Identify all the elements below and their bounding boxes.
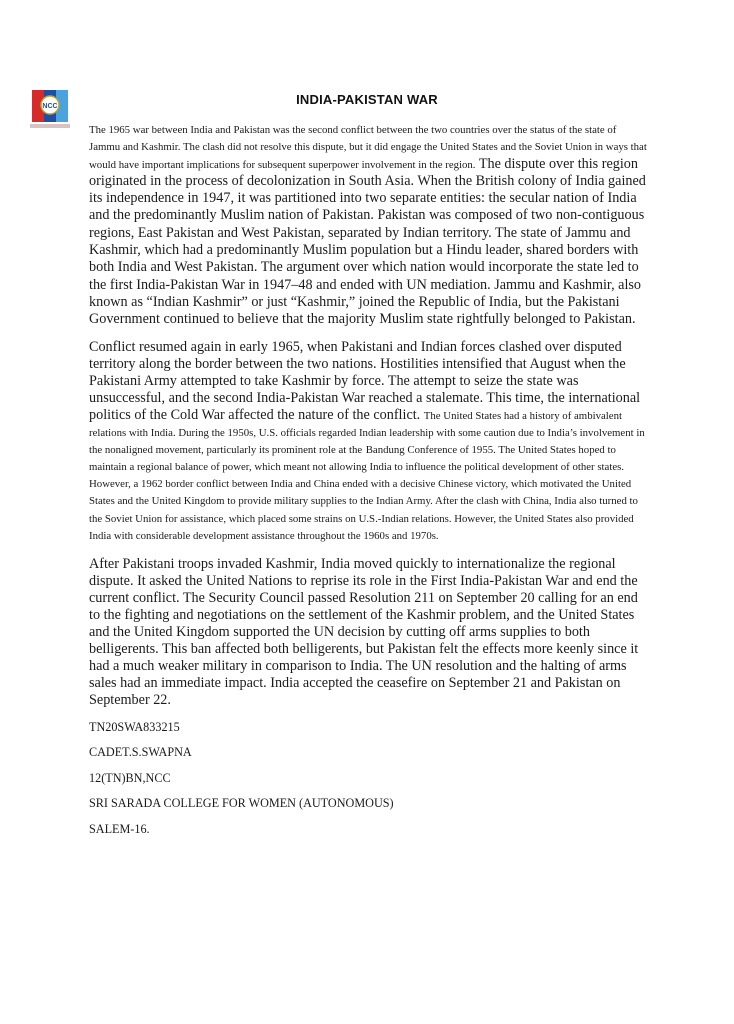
svg-text:NCC: NCC: [42, 103, 58, 110]
signature-block: [89, 720, 649, 837]
document-body: [89, 121, 649, 847]
cadet-name: CADET.S.SWAPNA: [89, 745, 192, 760]
college-city: SALEM-16.: [89, 821, 150, 836]
paragraph-intro: [89, 121, 649, 329]
page-title: INDIA-PAKISTAN WAR: [296, 92, 438, 107]
intro-main-text: The dispute over this region originated in the process of decolonization in South Asia. When the British colony of India gained its independence in 1947, it was partitioned into two separate entities: the secular nation of India and the predominantly Muslim nation of Pakistan. Pakistan was composed of two non-contiguous regions, East Pakistan and West Pakistan, separated by Indian territory. The state of Jammu and Kashmir, which had a predominantly Muslim population but a Hindu leader, shared borders with both India and West Pakistan. The argument over which nation would incorporate the state led to the first India-Pakistan War in 1947–48 and ended with UN mediation. Jammu and Kashmir, also known as “Indian Kashmir” or just “Kashmir,” joined the Republic of India, but the Pakistani Government continued to believe that the majority Muslim state rightfully belonged to Pakistan.: [89, 155, 646, 328]
paragraph-cold-war: [89, 339, 649, 544]
bandung-conference-link[interactable]: Bandung Conference of 1955: [365, 444, 494, 457]
cold-war-detail-text-continued: . The United States hoped to maintain a regional balance of power, which meant not allowing India to influence the political development of other states. However, a 1962 border conflict between India and China ended with a decisive Chinese victory, which motivated the United States and the United Kingdom to provide military supplies to the Indian Army. After the clash with China, India also turned to the Soviet Union for assistance, which placed some strains on U.S.-Indian relations. However, the United States also provided India with considerable development assistance throughout the 1960s and 1970s.: [89, 444, 638, 542]
intro-summary-text: The 1965 war between India and Pakistan was the second conflict between the two countries over the status of the state of Jammu and Kashmir. The clash did not resolve this dispute, but it did engage the United States and the Soviet Union in ways that would have important implications for subsequent superpower involvement in the region.: [89, 124, 647, 171]
cadet-id: TN20SWA833215: [89, 719, 180, 734]
paragraph-ceasefire: After Pakistani troops invaded Kashmir, India moved quickly to internationalize the regional dispute. It asked the United Nations to reprise its role in the First India-Pakistan War and end the current conflict. The Security Council passed Resolution 211 on September 20 calling for an end to the fighting and negotiations on the settlement of the Kashmir problem, and the United States and the United Kingdom supported the UN decision by cutting off arms supplies to both belligerents. This ban affected both belligerents, but Pakistan felt the effects more keenly since it had a much weaker military in comparison to India. The UN resolution and the halting of arms sales had an immediate impact. India accepted the ceasefire on September 21 and Pakistan on September 22.: [89, 555, 639, 709]
cold-war-main-text: Conflict resumed again in early 1965, when Pakistani and Indian forces clashed over disputed territory along the border between the two nations. Hostilities intensified that August when the Pakistani Army attempted to take Kashmir by force. The attempt to seize the state was unsuccessful, and the second India-Pakistan War reached a stalemate. This time, the international politics of the Cold War affected the nature of the conflict.: [89, 338, 641, 423]
college-name: SRI SARADA COLLEGE FOR WOMEN (AUTONOMOUS): [89, 796, 394, 811]
cold-war-detail-text: The United States had a history of ambivalent relations with India. During the 1950s, U.S. officials regarded Indian leadership with some caution due to India’s involvement in the nonaligned movement, particularly its prominent role at the: [89, 409, 645, 457]
cadet-unit: 12(TN)BN,NCC: [89, 770, 171, 785]
